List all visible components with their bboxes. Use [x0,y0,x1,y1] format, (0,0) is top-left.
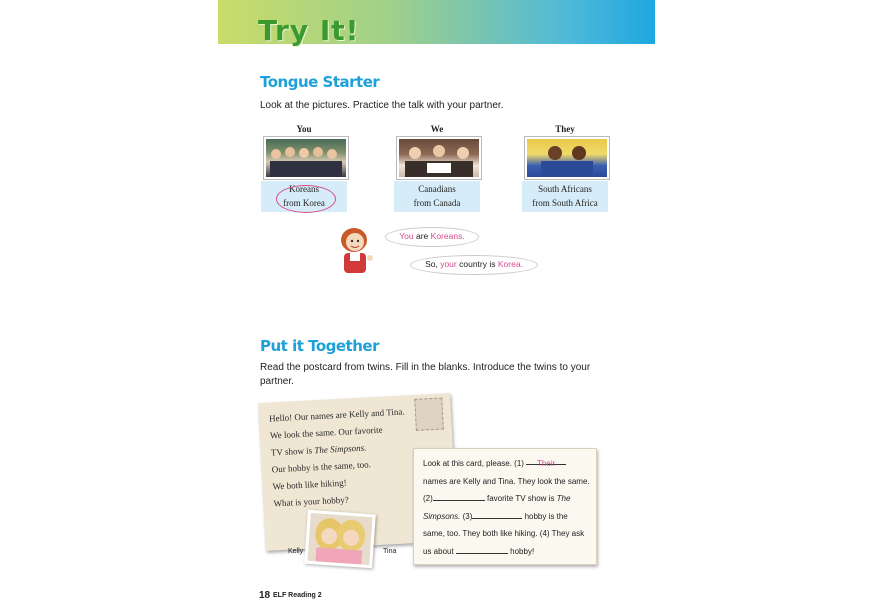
book-title: ELF Reading 2 [273,592,322,599]
caption-they [522,181,608,212]
bubble1-pronoun: You [399,231,414,241]
bubble2-so: So, [425,259,441,269]
tongue-starter-instruction: Look at the pictures. Practice the talk with your partner. [260,100,504,111]
caption-they-line2: from South Africa [532,198,598,208]
column-head-you: You [296,124,312,134]
fill-line: same, too. They both like hiking. (4) They ask [423,529,585,538]
put-together-instruction-line2: partner. [260,376,294,387]
fill-line-text: favorite TV show is [484,494,557,503]
answer-circle [276,185,336,213]
label-kelly: Kelly [288,548,304,555]
caption-we-line2: from Canada [413,198,461,208]
column-head-we: We [430,124,444,134]
twins-photo-icon [307,513,372,565]
caption-you-line1: Koreans [289,184,319,194]
page-title: Try It! [258,14,360,47]
photo-koreans [264,137,348,179]
put-together-instruction-line1: Read the postcard from twins. Fill in the blanks. Introduce the twins to your [260,362,591,373]
bubble1-nationality: Koreans. [430,231,465,241]
stamp-icon [414,397,444,430]
fill-line [423,490,591,508]
caption-we-line1: Canadians [418,184,456,194]
fill-line-text: (3) [460,511,473,521]
fill-line-text: hobby! [507,546,535,556]
photo-canadians [397,137,481,179]
page-number: 18 [259,590,271,601]
girl-character-illustration [336,226,378,276]
blank-2[interactable] [433,491,485,501]
blank-3[interactable] [472,509,522,519]
blank-4[interactable] [456,544,508,554]
group-photo-icon [399,139,479,177]
bubble2-country: Korea. [497,259,523,269]
column-head-they: They [555,124,575,134]
caption-they-line1: South Africans [538,184,592,194]
group-photo-icon [527,139,607,177]
fill-line-text: us about [423,546,456,556]
bubble1-verb: are [413,231,431,241]
postcard-text [269,403,410,512]
fill-line [423,543,591,561]
fill-show-title: The [556,494,571,503]
postcard-line: Our hobby is the same, too. [271,459,372,475]
speech-bubble-1 [385,227,479,247]
caption-we [394,181,480,212]
fill-line-text: (2) [423,494,433,503]
fill-show-title: Simpsons. [423,511,461,521]
bubble2-country-is: country is [456,259,498,269]
postcard-show-title: The Simpsons. [314,442,367,456]
postcard-line: Hello! Our names are Kelly and Tina. [268,406,405,424]
girl-icon [336,226,378,276]
put-together-title: Put it Together [260,337,379,355]
tongue-starter-title: Tongue Starter [260,73,380,91]
blank-1-answer[interactable]: Their [526,455,566,465]
caption-you-line2: from Korea [283,198,325,208]
twins-photo [304,510,376,569]
postcard-line: We both like hiking! [272,477,347,492]
speech-bubble-2 [410,255,538,275]
fill-line: names are Kelly and Tina. They look the same. [423,476,590,486]
fill-line [423,508,591,526]
bubble2-possessive: your [440,259,457,269]
label-tina: Tina [383,548,397,555]
postcard-line: We look the same. Our favorite [269,424,383,441]
photo-south-africans [525,137,609,179]
fill-line-text: hobby is the [522,511,568,521]
fill-line-text: Look at this card, please. (1) [423,459,527,468]
fill-in-text [423,455,591,560]
fill-in-card [413,448,597,565]
fill-line [423,455,591,473]
postcard-line-start: TV show is [270,445,315,458]
group-photo-icon [266,139,346,177]
postcard-line: What is your hobby? [273,494,349,509]
